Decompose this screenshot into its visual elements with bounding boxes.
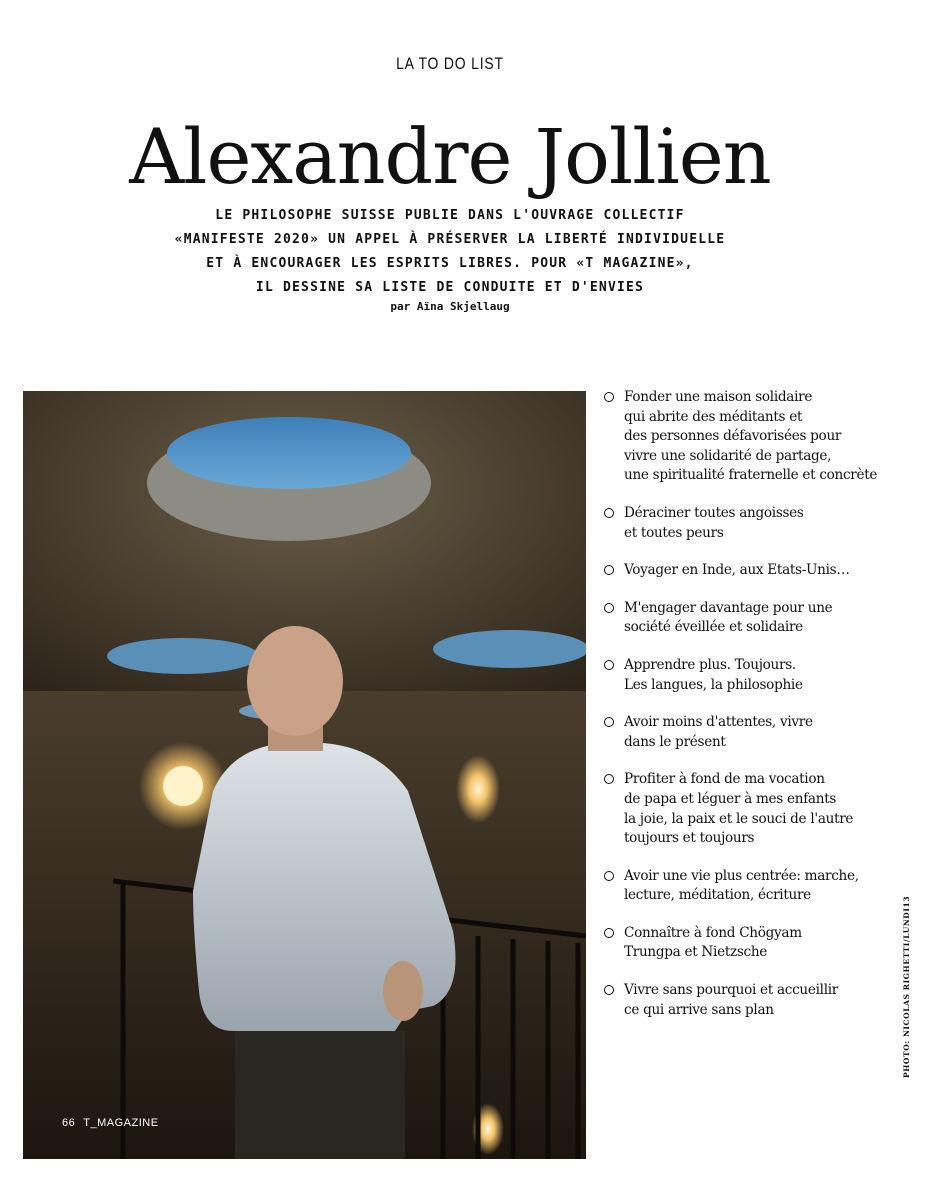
todo-item [604, 713, 904, 752]
lamp-bulb [163, 766, 203, 806]
todo-item [604, 924, 904, 963]
magazine-name: T_MAGAZINE [83, 1117, 159, 1129]
todo-item [604, 504, 904, 543]
todo-item-line: Avoir moins d'attentes, vivre [624, 714, 813, 731]
todo-item [604, 981, 904, 1020]
section-kicker: LA TO DO LIST [396, 54, 504, 73]
wall-lamp-right [456, 755, 500, 823]
todo-item-line: Vivre sans pourquoi et accueillir [624, 982, 838, 999]
todo-item-line: Fonder une maison solidaire [624, 389, 813, 405]
todo-item [604, 656, 904, 695]
todo-item [604, 770, 904, 848]
folio [62, 1117, 159, 1129]
todo-item-line: Déraciner toutes angoisses [624, 504, 804, 521]
skylight-main [167, 417, 411, 489]
todo-item-line: toujours et toujours [624, 830, 755, 847]
checkbox-circle-icon [604, 660, 614, 670]
todo-item [604, 388, 904, 486]
checkbox-circle-icon [604, 717, 614, 727]
todo-item-line: Connaître à fond Chögyam [624, 924, 802, 941]
todo-item [604, 867, 904, 906]
todo-item [604, 599, 904, 638]
lede-line: «MANIFESTE 2020» UN APPEL À PRÉSERVER LA LIBERTÉ INDIVIDUELLE [174, 232, 726, 247]
todo-item-line: une spiritualité fraternelle et concrète [624, 467, 878, 484]
checkbox-circle-icon [604, 928, 614, 938]
todo-item-line: qui abrite des méditants et [624, 408, 803, 425]
page-number: 66 [62, 1117, 76, 1129]
todo-item-line: Avoir une vie plus centrée: marche, [624, 867, 859, 884]
checkbox-circle-icon [604, 603, 614, 613]
todo-item-line: Profiter à fond de ma vocation [624, 771, 825, 788]
todo-item-line: Voyager en Inde, aux Etats-Unis… [624, 562, 850, 579]
todo-item-line: M'engager davantage pour une [624, 599, 833, 616]
checkbox-circle-icon [604, 871, 614, 881]
skylight-left [107, 638, 259, 674]
photo-credit: PHOTO: NICOLAS RIGHETTI/LUNDI13 [902, 895, 911, 1078]
lede-line: IL DESSINE SA LISTE DE CONDUITE ET D'ENVIES [255, 280, 645, 295]
todo-item [604, 561, 904, 581]
todo-item-line: de papa et léguer à mes enfants [624, 790, 837, 807]
todo-item-line: ce qui arrive sans plan [624, 1001, 774, 1018]
todo-item-line: Trungpa et Nietzsche [624, 944, 768, 961]
todo-item-line: société éveillée et solidaire [624, 619, 803, 636]
todo-item-line: vivre une solidarité de partage, [624, 447, 832, 464]
checkbox-circle-icon [604, 392, 614, 402]
article-title: Alexandre Jollien [129, 112, 771, 201]
checkbox-circle-icon [604, 985, 614, 995]
todo-item-line: Apprendre plus. Toujours. [624, 656, 796, 673]
todo-list [604, 388, 904, 1020]
checkbox-circle-icon [604, 565, 614, 575]
article-lede [120, 204, 780, 300]
todo-item-line: des personnes défavorisées pour [624, 428, 842, 445]
checkbox-circle-icon [604, 774, 614, 784]
skylight-right [433, 630, 586, 668]
portrait-photo [23, 391, 586, 1159]
byline: par Aïna Skjellaug [390, 300, 510, 313]
todo-item-line: lecture, méditation, écriture [624, 887, 811, 904]
todo-item-line: dans le présent [624, 733, 726, 750]
todo-item-line: la joie, la paix et le souci de l'autre [624, 810, 854, 827]
checkbox-circle-icon [604, 508, 614, 518]
todo-item-line: Les langues, la philosophie [624, 676, 803, 693]
lede-line: ET À ENCOURAGER LES ESPRITS LIBRES. POUR «T MAGAZINE», [206, 256, 694, 271]
todo-item-line: et toutes peurs [624, 524, 724, 541]
lede-line: LE PHILOSOPHE SUISSE PUBLIE DANS L'OUVRAGE COLLECTIF [215, 208, 685, 223]
